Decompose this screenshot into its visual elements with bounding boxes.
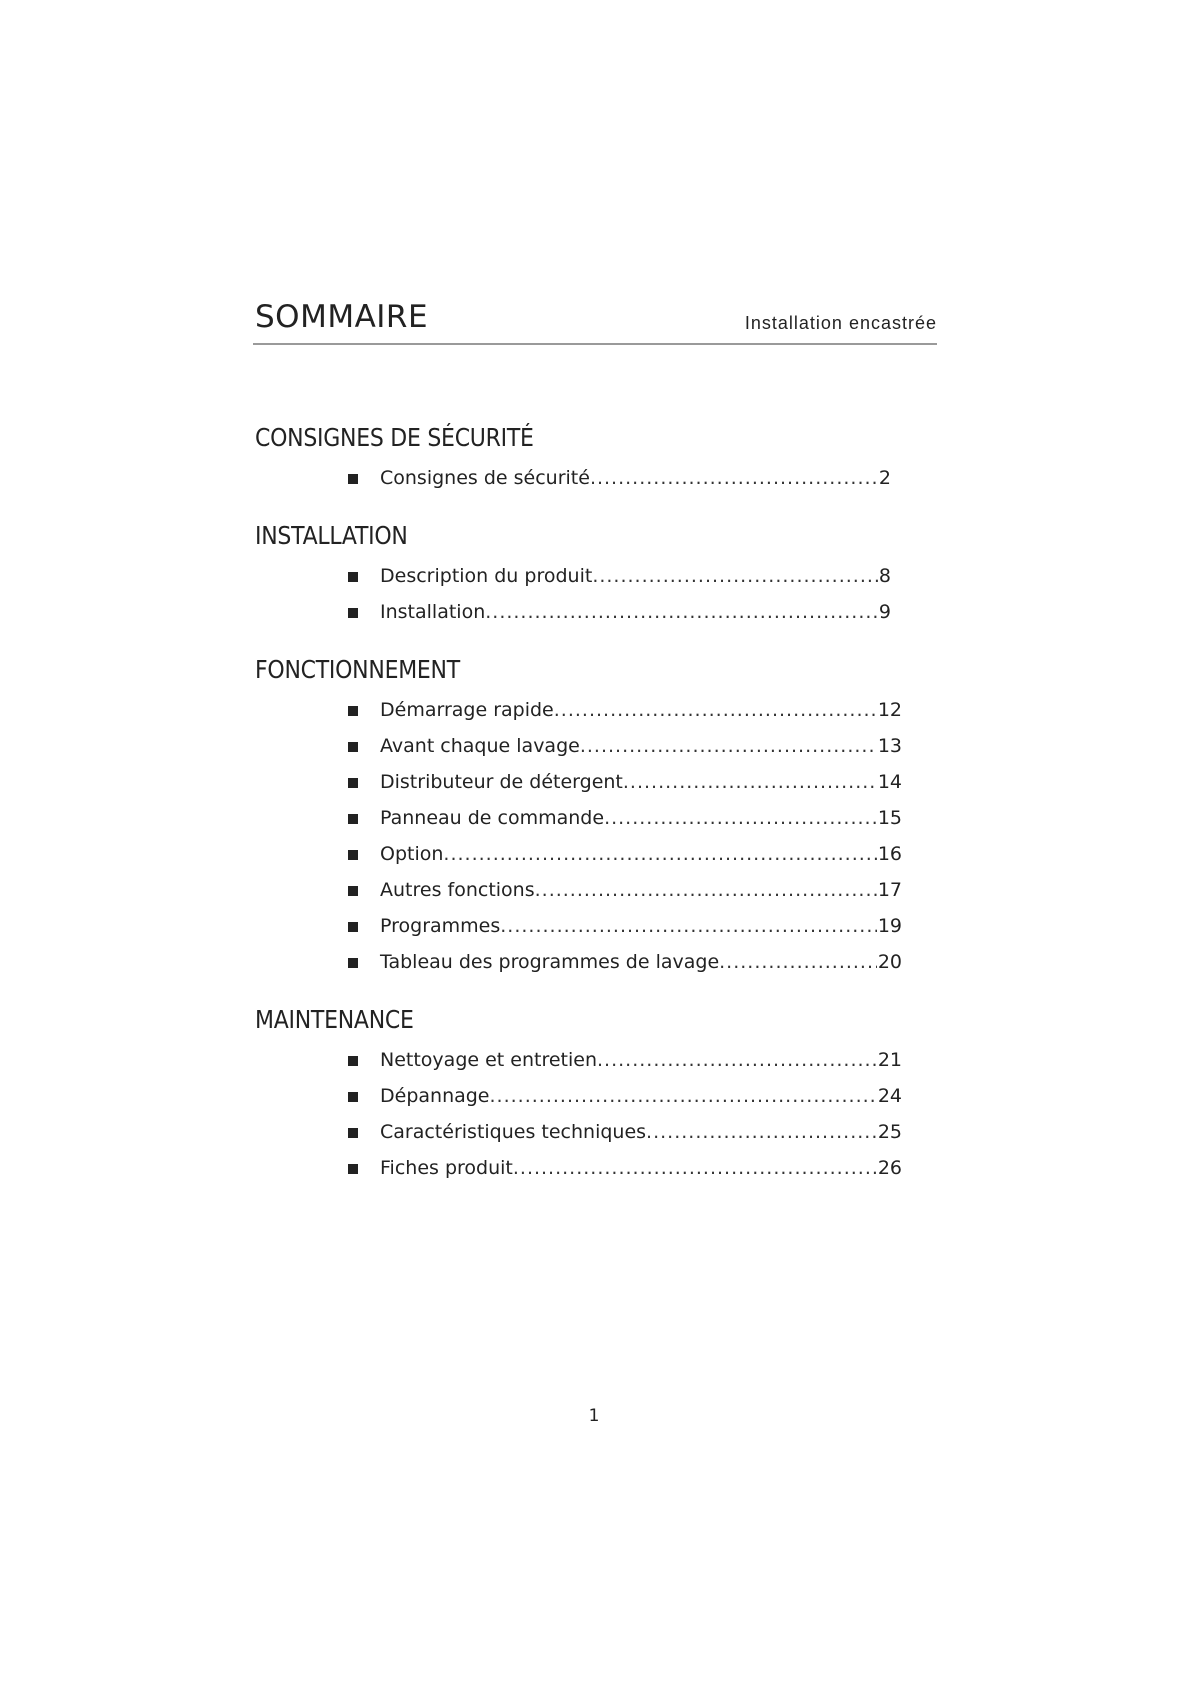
dot-leader	[646, 1114, 877, 1150]
toc-entry-page: 12	[877, 699, 902, 721]
section-title: FONCTIONNEMENT	[255, 655, 460, 684]
toc-entry-page: 9	[878, 601, 891, 623]
toc-entry-page: 8	[878, 565, 891, 587]
toc-entry-label: Option	[380, 843, 444, 865]
toc-entry-label: Installation	[380, 601, 486, 623]
toc-entry-page: 25	[877, 1121, 902, 1143]
toc-entry[interactable]	[255, 872, 935, 908]
toc-entry-page: 15	[877, 807, 902, 829]
dot-leader	[535, 872, 877, 908]
toc-entry-page: 17	[877, 879, 902, 901]
square-bullet-icon	[348, 608, 358, 618]
toc-entry-page: 16	[877, 843, 902, 865]
square-bullet-icon	[348, 922, 358, 932]
toc-entry[interactable]	[255, 728, 935, 764]
square-bullet-icon	[348, 850, 358, 860]
dot-leader	[604, 800, 877, 836]
square-bullet-icon	[348, 886, 358, 896]
square-bullet-icon	[348, 1128, 358, 1138]
toc-entry-page: 20	[877, 951, 902, 973]
page-subtitle: Installation encastrée	[744, 313, 937, 333]
square-bullet-icon	[348, 474, 358, 484]
toc-entry-label: Programmes	[380, 915, 501, 937]
section-title: INSTALLATION	[255, 521, 408, 550]
toc-entry[interactable]	[255, 800, 935, 836]
toc-entry[interactable]	[255, 594, 935, 630]
page-header	[253, 295, 937, 345]
square-bullet-icon	[348, 572, 358, 582]
toc-section-maintenance	[255, 1000, 935, 1186]
toc-section-safety	[255, 418, 935, 496]
dot-leader	[623, 764, 877, 800]
square-bullet-icon	[348, 958, 358, 968]
dot-leader	[590, 460, 878, 496]
toc-entry[interactable]	[255, 1042, 935, 1078]
square-bullet-icon	[348, 1056, 358, 1066]
square-bullet-icon	[348, 814, 358, 824]
dot-leader	[597, 1042, 877, 1078]
toc-entry-page: 13	[877, 735, 902, 757]
toc-entry-label: Avant chaque lavage	[380, 735, 580, 757]
toc-entry-page: 26	[877, 1157, 902, 1179]
toc-entry[interactable]	[255, 836, 935, 872]
dot-leader	[580, 728, 877, 764]
toc-entry[interactable]	[255, 944, 935, 980]
dot-leader	[443, 836, 876, 872]
toc-entry[interactable]	[255, 1150, 935, 1186]
dot-leader	[500, 908, 877, 944]
toc-entry[interactable]	[255, 908, 935, 944]
toc-entry-page: 14	[877, 771, 902, 793]
toc-entry-page: 24	[877, 1085, 902, 1107]
toc-entry[interactable]	[255, 460, 935, 496]
page-title: SOMMAIRE	[255, 299, 429, 335]
square-bullet-icon	[348, 706, 358, 716]
square-bullet-icon	[348, 1164, 358, 1174]
toc-entry[interactable]	[255, 1114, 935, 1150]
toc-entry-label: Description du produit	[380, 565, 593, 587]
toc-entry-label: Dépannage	[380, 1085, 490, 1107]
toc-section-operation	[255, 650, 935, 980]
toc-entry-label: Tableau des programmes de lavage	[380, 951, 720, 973]
square-bullet-icon	[348, 1092, 358, 1102]
toc-entry-label: Distributeur de détergent	[380, 771, 623, 793]
dot-leader	[554, 692, 877, 728]
toc-entry[interactable]	[255, 764, 935, 800]
square-bullet-icon	[348, 742, 358, 752]
toc-entry-page: 2	[878, 467, 891, 489]
toc-section-installation	[255, 516, 935, 630]
toc-entry-label: Panneau de commande	[380, 807, 605, 829]
toc-entry[interactable]	[255, 558, 935, 594]
dot-leader	[490, 1078, 877, 1114]
square-bullet-icon	[348, 778, 358, 788]
toc-entry-label: Fiches produit	[380, 1157, 513, 1179]
dot-leader	[592, 558, 878, 594]
dot-leader	[485, 594, 878, 630]
table-of-contents	[255, 418, 935, 1206]
page-number: 1	[588, 1406, 600, 1426]
toc-entry-page: 19	[877, 915, 902, 937]
toc-entry-label: Nettoyage et entretien	[380, 1049, 598, 1071]
toc-entry-label: Caractéristiques techniques	[380, 1121, 647, 1143]
toc-entry-page: 21	[877, 1049, 902, 1071]
dot-leader	[719, 944, 877, 980]
toc-entry[interactable]	[255, 1078, 935, 1114]
dot-leader	[513, 1150, 877, 1186]
section-title: CONSIGNES DE SÉCURITÉ	[255, 423, 534, 452]
toc-entry[interactable]	[255, 692, 935, 728]
toc-entry-label: Consignes de sécurité	[380, 467, 590, 489]
section-title: MAINTENANCE	[255, 1005, 414, 1034]
toc-entry-label: Démarrage rapide	[380, 699, 554, 721]
toc-entry-label: Autres fonctions	[380, 879, 535, 901]
